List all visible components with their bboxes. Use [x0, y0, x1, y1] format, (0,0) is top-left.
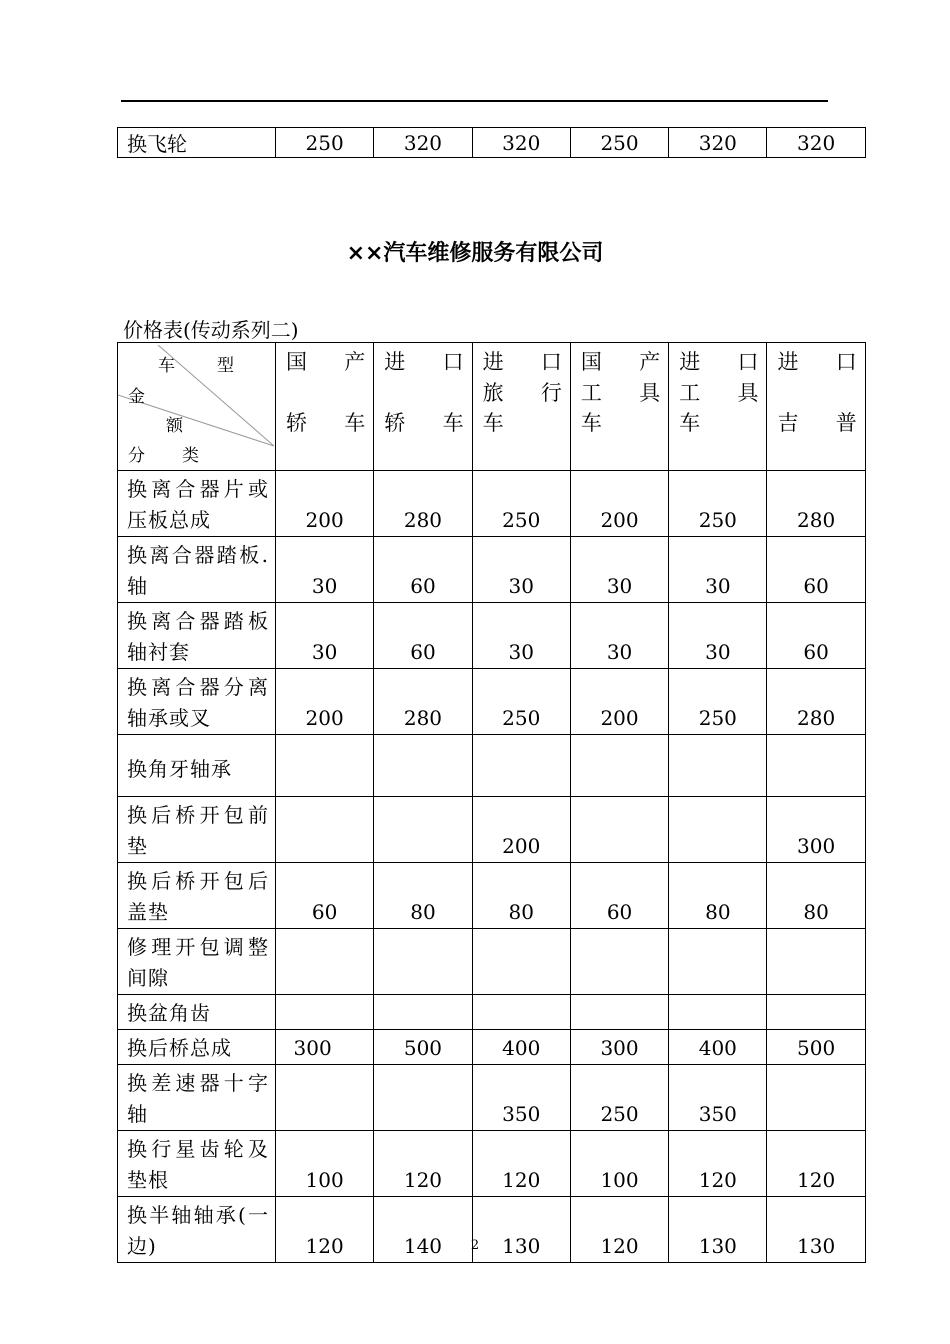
- column-header-line: [286, 408, 365, 439]
- column-header-line: [286, 378, 365, 409]
- row-label: 换半轴轴承(一边): [118, 1197, 276, 1263]
- column-header-char: 产: [344, 350, 366, 374]
- price-cell: 250: [570, 128, 668, 158]
- column-header-char: 车: [482, 411, 504, 435]
- column-header-char: 口: [737, 350, 759, 374]
- column-header-line: [384, 408, 463, 439]
- column-header-line: [679, 408, 758, 439]
- price-cell: 280: [374, 669, 472, 735]
- price-cell: 280: [767, 471, 865, 537]
- column-header-line: [286, 347, 365, 378]
- column-header: [767, 343, 865, 471]
- row-label: 换盆角齿: [118, 995, 276, 1030]
- price-cell: [276, 929, 374, 995]
- price-cell: 120: [767, 1131, 865, 1197]
- price-cell: 300: [767, 797, 865, 863]
- column-header: [374, 343, 472, 471]
- price-cell: 320: [472, 128, 570, 158]
- price-cell: 60: [570, 863, 668, 929]
- price-cell: [570, 735, 668, 797]
- price-cell: 140: [374, 1197, 472, 1263]
- table-row: [118, 1131, 866, 1197]
- column-header-line: [581, 408, 660, 439]
- price-cell: [276, 995, 374, 1030]
- column-header-char: 口: [442, 350, 464, 374]
- price-cell: [767, 1065, 865, 1131]
- row-label: 换离合器踏板.轴: [118, 537, 276, 603]
- column-header: [570, 343, 668, 471]
- price-cell: [374, 735, 472, 797]
- table-row: [118, 669, 866, 735]
- column-header-char: 行: [540, 380, 562, 405]
- table-row: [118, 863, 866, 929]
- price-cell: 350: [669, 1065, 767, 1131]
- price-cell: 130: [472, 1197, 570, 1263]
- column-header: [276, 343, 374, 471]
- table-title: 价格表(传动系列二): [123, 318, 299, 342]
- price-cell: 80: [767, 863, 865, 929]
- price-cell: 30: [472, 537, 570, 603]
- price-cell: [570, 995, 668, 1030]
- table-row: [118, 1030, 866, 1065]
- price-cell: 30: [472, 603, 570, 669]
- header-rule: [121, 100, 828, 102]
- column-header-char: 具: [639, 380, 661, 405]
- price-cell: 250: [669, 471, 767, 537]
- price-cell: 350: [472, 1065, 570, 1131]
- column-header-char: 口: [835, 350, 857, 374]
- price-cell: [276, 797, 374, 863]
- price-cell: [767, 929, 865, 995]
- column-header-char: 车: [442, 411, 464, 435]
- column-header-char: 进: [482, 350, 504, 374]
- price-cell: [570, 929, 668, 995]
- corner-text: 金: [128, 387, 145, 407]
- table-row: [118, 128, 866, 158]
- row-label: 修理开包调整间隙: [118, 929, 276, 995]
- price-cell: 280: [767, 669, 865, 735]
- row-label: 换行星齿轮及垫根: [118, 1131, 276, 1197]
- column-header-char: 产: [639, 350, 661, 374]
- price-cell: 200: [570, 669, 668, 735]
- price-cell: 400: [669, 1030, 767, 1065]
- header-row: [118, 343, 866, 471]
- price-cell: 120: [669, 1131, 767, 1197]
- price-cell: 200: [276, 471, 374, 537]
- price-cell: [472, 995, 570, 1030]
- price-cell: 250: [669, 669, 767, 735]
- column-header-line: [384, 347, 463, 378]
- price-cell: 60: [374, 537, 472, 603]
- price-cell: [276, 1065, 374, 1131]
- price-cell: 100: [570, 1131, 668, 1197]
- price-cell: 250: [472, 669, 570, 735]
- price-cell: 200: [472, 797, 570, 863]
- table-row: [118, 995, 866, 1030]
- column-header-char: 工: [580, 380, 602, 405]
- column-header-line: [777, 408, 856, 439]
- price-cell: [669, 797, 767, 863]
- price-cell: [570, 797, 668, 863]
- header-corner-cell: [118, 343, 276, 471]
- column-header-line: [679, 378, 758, 409]
- price-cell: [669, 735, 767, 797]
- column-header-char: 车: [344, 411, 366, 435]
- row-label: 换后桥总成: [118, 1030, 276, 1065]
- price-cell: 120: [276, 1197, 374, 1263]
- column-header-char: 轿: [286, 411, 307, 435]
- row-label: 换离合器踏板轴衬套: [118, 603, 276, 669]
- column-header-char: 国: [286, 350, 307, 374]
- price-cell: 30: [570, 537, 668, 603]
- row-label: 换角牙轴承: [118, 735, 276, 797]
- column-header-char: 轿: [384, 411, 406, 435]
- corner-text: 分: [128, 446, 145, 466]
- column-header-char: 口: [540, 350, 562, 374]
- column-header-char: 旅: [482, 380, 504, 405]
- price-cell: 60: [767, 537, 865, 603]
- row-label: 换后桥开包前垫: [118, 797, 276, 863]
- row-label: 换离合器分离轴承或叉: [118, 669, 276, 735]
- price-cell: 320: [767, 128, 865, 158]
- row-label: 换离合器片或压板总成: [118, 471, 276, 537]
- column-header: [669, 343, 767, 471]
- price-cell: 30: [669, 537, 767, 603]
- price-cell: 250: [472, 471, 570, 537]
- price-cell: 130: [669, 1197, 767, 1263]
- price-cell: 80: [472, 863, 570, 929]
- corner-text: 型: [217, 356, 234, 376]
- column-header-char: 吉: [777, 411, 799, 435]
- company-title: ××汽车维修服务有限公司: [346, 241, 604, 266]
- column-header-char: 车: [580, 411, 602, 435]
- price-cell: 200: [570, 471, 668, 537]
- table-row: [118, 1065, 866, 1131]
- price-cell: 320: [374, 128, 472, 158]
- price-cell: [767, 995, 865, 1030]
- column-header-char: 国: [580, 350, 602, 374]
- price-cell: [374, 1065, 472, 1131]
- price-cell: 200: [276, 669, 374, 735]
- price-cell: 80: [669, 863, 767, 929]
- column-header-line: [384, 378, 463, 409]
- price-cell: 100: [276, 1131, 374, 1197]
- price-cell: 60: [767, 603, 865, 669]
- price-table: [117, 342, 866, 1263]
- column-header-char: 进: [777, 350, 799, 374]
- price-cell: 30: [276, 603, 374, 669]
- price-cell: [276, 735, 374, 797]
- column-header-char: 进: [384, 350, 406, 374]
- price-cell: [472, 735, 570, 797]
- price-cell: [669, 929, 767, 995]
- price-cell: 120: [374, 1131, 472, 1197]
- price-cell: 400: [472, 1030, 570, 1065]
- column-header-line: [679, 347, 758, 378]
- column-header-line: [483, 408, 562, 439]
- price-cell: [374, 995, 472, 1030]
- price-cell: 30: [669, 603, 767, 669]
- column-header-char: 车: [679, 411, 701, 435]
- column-header-line: [483, 378, 562, 409]
- price-cell: 320: [669, 128, 767, 158]
- table-row: [118, 471, 866, 537]
- table-row: [118, 735, 866, 797]
- price-cell: [374, 797, 472, 863]
- corner-text: 车: [158, 356, 175, 376]
- table-row: [118, 603, 866, 669]
- page-number: 2: [470, 1238, 480, 1253]
- price-cell: 80: [374, 863, 472, 929]
- table-row: [118, 929, 866, 995]
- price-cell: 60: [374, 603, 472, 669]
- price-cell: 60: [276, 863, 374, 929]
- price-cell: [767, 735, 865, 797]
- price-cell: 300: [570, 1030, 668, 1065]
- price-cell: [669, 995, 767, 1030]
- table-row: [118, 797, 866, 863]
- column-header-line: [777, 378, 856, 409]
- price-cell: 120: [472, 1131, 570, 1197]
- table-row: [118, 537, 866, 603]
- column-header-char: 普: [835, 411, 857, 435]
- row-label: 换飞轮: [118, 128, 276, 158]
- price-cell: 250: [276, 128, 374, 158]
- price-cell: [374, 929, 472, 995]
- column-header-char: 工: [679, 380, 701, 405]
- row-label: 换后桥开包后盖垫: [118, 863, 276, 929]
- price-cell: 280: [374, 471, 472, 537]
- price-cell: 130: [767, 1197, 865, 1263]
- column-header-char: 具: [737, 380, 759, 405]
- corner-text: 类: [182, 446, 199, 466]
- continued-price-table: [117, 127, 866, 158]
- column-header-line: [581, 347, 660, 378]
- row-label: 换差速器十字轴: [118, 1065, 276, 1131]
- column-header-line: [581, 378, 660, 409]
- column-header-line: [777, 347, 856, 378]
- price-cell: 300: [276, 1030, 374, 1065]
- column-header-char: 进: [679, 350, 701, 374]
- corner-text: 额: [166, 416, 183, 436]
- price-cell: 30: [570, 603, 668, 669]
- price-cell: 120: [570, 1197, 668, 1263]
- price-cell: 500: [374, 1030, 472, 1065]
- price-cell: 500: [767, 1030, 865, 1065]
- column-header-line: [483, 347, 562, 378]
- column-header: [472, 343, 570, 471]
- price-cell: 30: [276, 537, 374, 603]
- price-cell: 250: [570, 1065, 668, 1131]
- price-cell: [472, 929, 570, 995]
